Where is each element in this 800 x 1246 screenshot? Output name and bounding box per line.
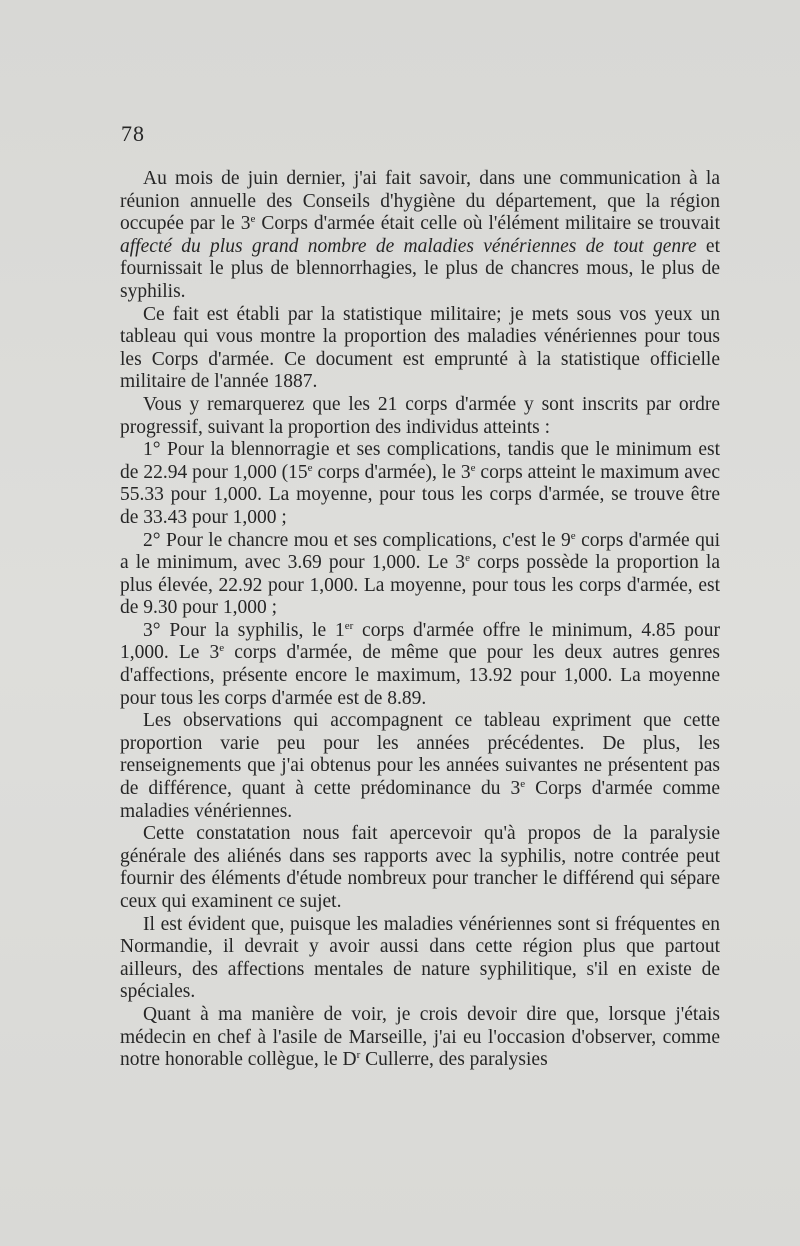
body-text [120, 168, 720, 1072]
paragraph-4: 1° Pour la blennorragie et ses complications, tandis que le minimum est de 22.94 pour 1,000 (15e corps d'armée), le 3e corps atteint le maximum avec 55.33 pour 1,000. La moyenne, pour tous les corps d'armée, se trouve être de 33.43 pour 1,000 ; [120, 439, 720, 528]
page-number: 78 [121, 121, 145, 146]
paragraph-6: 3° Pour la syphilis, le 1er corps d'armée offre le minimum, 4.85 pour 1,000. Le 3e corps d'armée, de même que pour les deux autres genres d'affections, présente encore le maximum, 13.92 pour 1,000. La moyenne pour tous les corps d'armée est de 8.89. [120, 619, 720, 709]
paragraph-2: Ce fait est établi par la statistique militaire; je mets sous vos yeux un tableau qui vous montre la proportion des maladies vénériennes pour tous les Corps d'armée. Ce document est emprunté à la statistique officielle militaire de l'année 1887. [120, 303, 720, 393]
paragraph-5: 2° Pour le chancre mou et ses complications, c'est le 9e corps d'armée qui a le minimum, avec 3.69 pour 1,000. Le 3e corps possède la proportion la plus élevée, 22.92 pour 1,000. La moyenne, pour tous les corps d'armée, est de 9.30 pour 1,000 ; [120, 529, 720, 619]
paragraph-10: Quant à ma manière de voir, je crois devoir dire que, lorsque j'étais médecin en chef à l'asile de Marseille, j'ai eu l'occasion d'observer, comme notre honorable collègue, le $D^r$ Cullerre, des paralysies [120, 1003, 720, 1071]
paragraph-7: Les observations qui accompagnent ce tableau expriment que cette proportion varie peu pour les années précédentes. De plus, les renseignements que j'ai obtenus pour les années suivantes ne présentent pas de différence, quant à cette prédominance du 3e Corps d'armée comme maladies vénériennes. [120, 710, 721, 822]
paragraph-8: Cette constatation nous fait apercevoir qu'à propos de la paralysie générale des aliénés dans ses rapports avec la syphilis, notre contrée peut fournir des éléments d'étude nombreux pour trancher le différend qui sépare ceux qui examinent ce sujet. [120, 823, 720, 912]
paragraph-1: Au mois de juin dernier, j'ai fait savoir, dans une communication à la réunion annuelle des Conseils d'hygiène du département, que la région occupée par le 3e Corps d'armée était celle où l'élément militaire se trouvait affecté du plus grand nombre de maladies vénériennes de tout genre et fournissait le plus de blennorrhagies, le plus de chancres mous, le plus de syphilis. [120, 168, 720, 302]
paragraph-9: Il est évident que, puisque les maladies vénériennes sont si fréquentes en Normandie, il devrait y avoir aussi dans cette région plus que partout ailleurs, des affections mentales de nature syphilitique, s'il en existe de spéciales. [120, 913, 720, 1003]
paragraph-3: Vous y remarquerez que les 21 corps d'armée y sont inscrits par ordre progressif, suivant la proportion des individus atteints : [120, 393, 720, 438]
emphasis-text: affecté du plus grand nombre de maladies vénériennes de tout genre [120, 235, 697, 257]
